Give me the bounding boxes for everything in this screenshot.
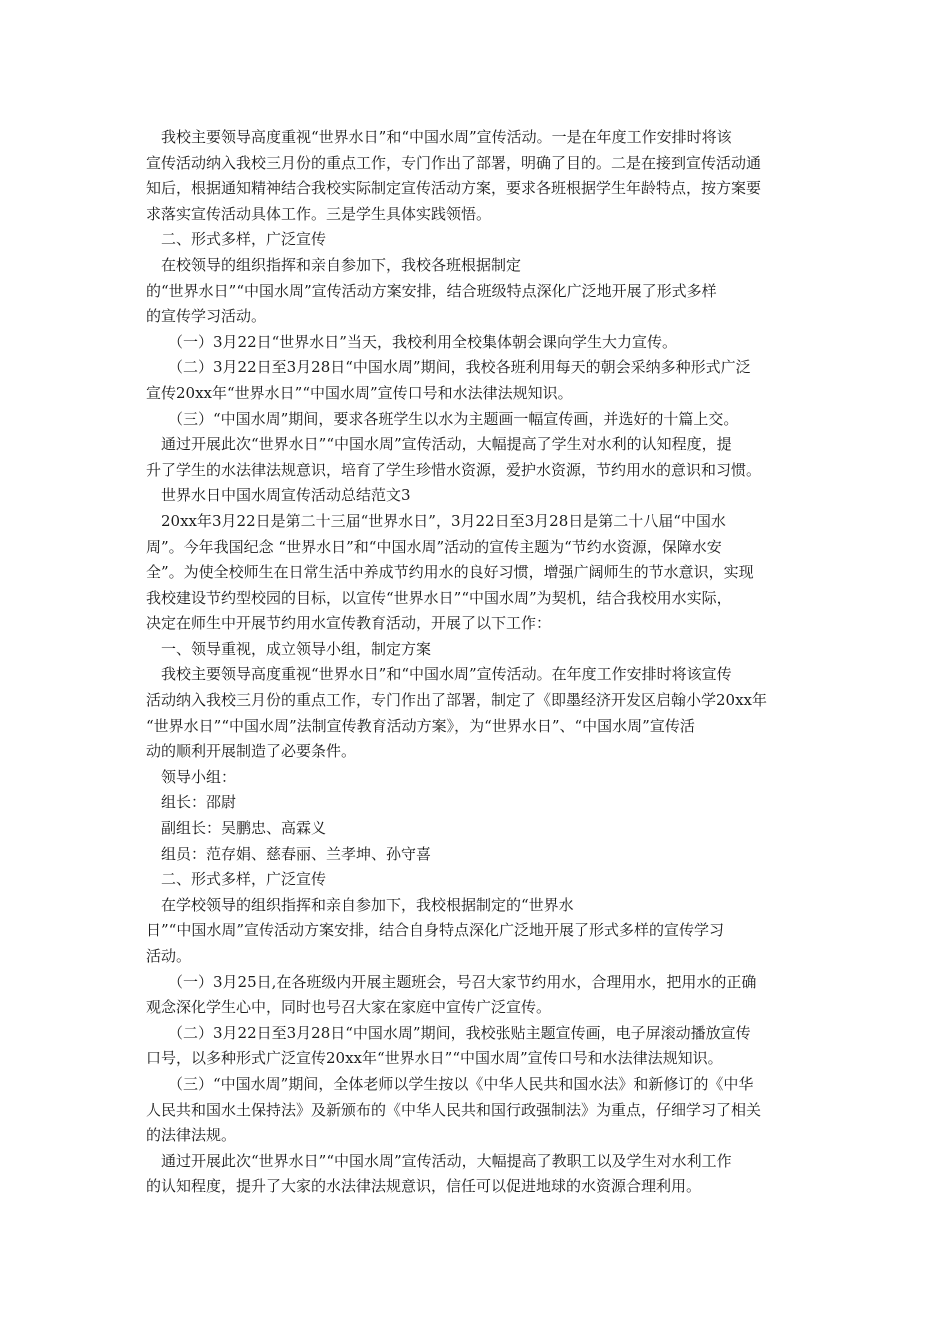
paragraph-line: 活动纳入我校三月份的重点工作，专门作出了部署，制定了《即墨经济开发区启翰小学20xx年 xyxy=(146,691,768,710)
paragraph-line: 的宣传学习活动。 xyxy=(146,307,267,326)
list-item: （一）3月22日“世界水日”当天，我校利用全校集体朝会课向学生大力宣传。 xyxy=(168,332,677,351)
group-member: 副组长：吴鹏忠、高霖义 xyxy=(161,819,327,838)
paragraph-line: 知后，根据通知精神结合我校实际制定宣传活动方案，要求各班根据学生年龄特点，按方案要 xyxy=(146,179,762,198)
paragraph-line: 宣传20xx年“世界水日”“中国水周”宣传口号和水法律法规知识。 xyxy=(146,383,573,402)
paragraph-line: 在学校领导的组织指挥和亲自参加下，我校根据制定的“世界水 xyxy=(161,895,574,914)
paragraph-line: 我校主要领导高度重视“世界水日”和“中国水周”宣传活动。在年度工作安排时将该宣传 xyxy=(161,665,732,684)
paragraph-line: 活动。 xyxy=(146,947,192,965)
paragraph-line: 口号，以多种形式广泛宣传20xx年“世界水日”“中国水周”宣传口号和水法律法规知识。 xyxy=(146,1049,723,1068)
list-item: （一）3月25日,在各班级内开展主题班会，号召大家节约用水，合理用水，把用水的正确 xyxy=(168,972,757,991)
paragraph-line: 通过开展此次“世界水日”“中国水周”宣传活动，大幅提高了教职工以及学生对水利工作 xyxy=(161,1151,732,1170)
paragraph-line: 的法律法规。 xyxy=(146,1126,237,1145)
list-item: （二）3月22日至3月28日“中国水周”期间，我校各班利用每天的朝会采纳多种形式广泛 xyxy=(168,358,751,377)
list-item: （三）“中国水周”期间，全体老师以学生按以《中华人民共和国水法》和新修订的《中华 xyxy=(168,1074,754,1093)
paragraph-line: 决定在师生中开展节约用水宣传教育活动，开展了以下工作： xyxy=(146,614,552,633)
paragraph-line: “世界水日”“中国水周”法制宣传教育活动方案》，为“世界水日”、“中国水周”宣传活 xyxy=(146,716,695,735)
paragraph-line: 的“世界水日”“中国水周”宣传活动方案安排，结合班级特点深化广泛地开展了形式多样 xyxy=(146,281,717,300)
paragraph-line: 的认知程度，提升了大家的水法律法规意识，信任可以促进地球的水资源合理利用。 xyxy=(146,1177,702,1196)
paragraph-line: 在校领导的组织指挥和亲自参加下，我校各班根据制定 xyxy=(161,255,522,274)
paragraph-line: 通过开展此次“世界水日”“中国水周”宣传活动，大幅提高了学生对水利的认知程度，提 xyxy=(161,435,732,454)
group-member: 组员：范存娟、慈春丽、兰孝坤、孙守喜 xyxy=(161,844,432,863)
paragraph-line: 升了学生的水法律法规意识，培育了学生珍惜水资源，爱护水资源，节约用水的意识和习惯。 xyxy=(146,460,762,479)
group-heading: 领导小组： xyxy=(161,767,237,786)
paragraph-line: 我校建设节约型校园的目标，以宣传“世界水日”“中国水周”为契机，结合我校用水实际， xyxy=(146,588,732,607)
list-item: （二）3月22日至3月28日“中国水周”期间，我校张贴主题宣传画，电子屏滚动播放宣传 xyxy=(168,1023,751,1042)
paragraph-line: 观念深化学生心中，同时也号召大家在家庭中宣传广泛宣传。 xyxy=(146,998,552,1017)
section-heading: 二、形式多样，广泛宣传 xyxy=(161,870,327,889)
document-body xyxy=(146,125,806,1200)
paragraph-line: 我校主要领导高度重视“世界水日”和“中国水周”宣传活动。一是在年度工作安排时将该 xyxy=(161,128,732,146)
paragraph-line: 日”“中国水周”宣传活动方案安排，结合自身特点深化广泛地开展了形式多样的宣传学习 xyxy=(146,921,725,940)
list-item: （三）“中国水周”期间，要求各班学生以水为主题画一幅宣传画，并选好的十篇上交。 xyxy=(168,409,739,428)
paragraph-line: 宣传活动纳入我校三月份的重点工作，专门作出了部署，明确了目的。二是在接到宣传活动通 xyxy=(146,153,762,172)
paragraph-line: 周”。今年我国纪念 “世界水日”和“中国水周”活动的宣传主题为“节约水资源，保障水安 xyxy=(146,537,722,556)
article-title: 世界水日中国水周宣传活动总结范文3 xyxy=(161,486,411,505)
paragraph-line: 动的顺利开展制造了必要条件。 xyxy=(146,742,357,761)
section-heading: 二、形式多样，广泛宣传 xyxy=(161,230,327,249)
paragraph-line: 20xx年3月22日是第二十三届“世界水日”，3月22日至3月28日是第二十八届“中国水 xyxy=(161,511,726,530)
paragraph-line: 求落实宣传活动具体工作。三是学生具体实践领悟。 xyxy=(146,204,492,223)
section-heading: 一、领导重视，成立领导小组，制定方案 xyxy=(161,639,432,658)
paragraph-line: 人民共和国水土保持法》及新颁布的《中华人民共和国行政强制法》为重点，仔细学习了相关 xyxy=(146,1100,762,1119)
paragraph-line: 全”。为使全校师生在日常生活中养成节约用水的良好习惯，增强广阔师生的节水意识，实现 xyxy=(146,563,754,582)
group-member: 组长：邵尉 xyxy=(161,793,237,812)
